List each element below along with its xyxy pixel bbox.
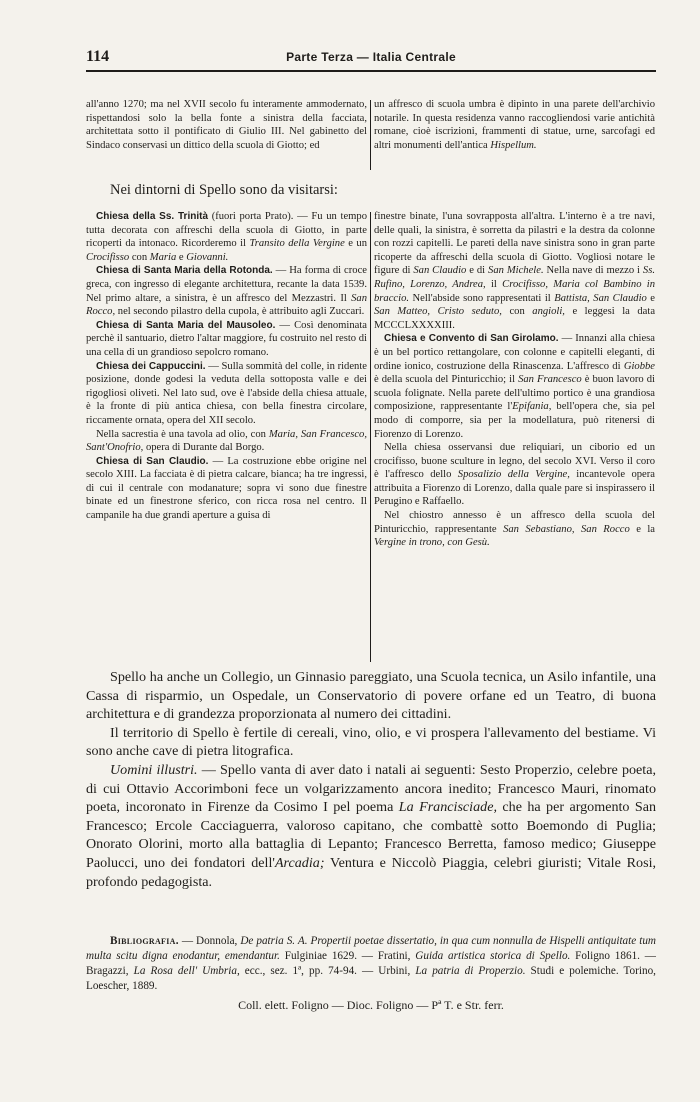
paragraph-san-claudio-continued: finestre binate, l'una sovrapposta all'altra. L'interno è a tre navi, delle quali, la sinistra, è sorretta da pilastri e la destra da colonne con rozzi capitelli. Le pareti della nave sinistra sono in gran parte ricoperte da affreschi della scuola di Giotto. Vogliosi notare le figure di San Claudio e di San Michele. Nella nave di mezzo i Ss. Rufino, Lorenzo, Andrea, il Crocifisso, Maria col Bambino in braccio. Nell'abside sono rappresentati il Battista, San Claudio e San Matteo, Cristo seduto, con angioli, e leggesi la data MCCCLXXXXIII.: [374, 211, 656, 331]
top-right-column: [374, 98, 655, 170]
paragraph-mausoleo: Chiesa di Santa Maria del Mausoleo. — Così denominata perchè il santuario, dietro l'altar maggiore, fu costruito nel resto di una cella di un grandioso sepolcro romano.: [86, 319, 367, 358]
top-two-columns: [86, 98, 656, 170]
paragraph-trinita: Chiesa della Ss. Trinità (fuori porta Prato). — Fu un tempo tutta decorata con affreschi della scuola di Giotto, in parte ricoperti da intonaco. Ricorderemo il Transito della Vergine e un Crocifisso con Maria e Giovanni.: [86, 211, 367, 263]
footer-note: Coll. elett. Foligno — Dioc. Foligno — Pª T. e Str. ferr.: [238, 998, 504, 1012]
page-header: [86, 46, 656, 72]
column-divider: [370, 212, 371, 662]
section-heading: Nei dintorni di Spello sono da visitarsi:: [110, 182, 338, 198]
top-left-text: all'anno 1270; ma nel XVII secolo fu interamente ammodernato, rispettandosi solo la bella fonte a sinistra della facciata, architettata sotto il pontificato di Giulio III. Nel gabinetto del Sindaco conservasi un dittico della scuola di Giotto; ed: [86, 99, 367, 151]
paragraph-cappuccini: Chiesa dei Cappuccini. — Sulla sommità del colle, in ridente posizione, donde godesi la veduta della sottoposta valle e dei rigogliosi oliveti. Nel lato sud, ove è l'abside della chiesa attuale, è la fronte di più antica chiesa, con bella finestra circolare, riccamente ornata, opera del XII secolo.: [86, 360, 367, 426]
top-left-column: [86, 98, 367, 170]
top-right-text: un affresco di scuola umbra è dipinto in una parete dell'archivio notarile. In questa residenza vanno raccogliendosi varie antichità romane, cioè iscrizioni, frammenti di statue, urne, sarcofagi ed altri monumenti dell'antica Hispellum.: [374, 99, 655, 151]
paragraph-sacrestia: Nella sacrestia è una tavola ad olio, con Maria, San Francesco, Sant'Onofrio, opera di Durante dal Borgo.: [86, 428, 367, 454]
right-column: [374, 210, 655, 662]
paragraph-istituzioni: Spello ha anche un Collegio, un Ginnasio pareggiato, una Scuola tecnica, un Asilo infantile, una Cassa di risparmio, un Ospedale, un Conservatorio di povere orfane ed un Teatro, di buona architettura e di grandezza proporzionata al numero dei cittadini.: [86, 669, 656, 723]
paragraph-chiostro: Nel chiostro annesso è un affresco della scuola del Pinturicchio, rappresentante San Sebastiano, San Rocco e la Vergine in trono, con Gesù.: [374, 510, 655, 549]
paragraph-reliquiari: Nella chiesa osservansi due reliquiari, un ciborio ed un crocifisso, buone sculture in legno, del secolo XVI. Verso il coro è l'affresco dello Sposalizio della Vergine, incantevole opera attribuita a Fiorenzo di Lorenzo, dalla quale pare si inspirassero il Perugino e Raffaello.: [374, 442, 655, 508]
paragraph-san-girolamo: Chiesa e Convento di San Girolamo. — Innanzi alla chiesa è un bel portico rettangolare, con colonne e capitelli eleganti, di ordine ionico, costruzione della Rinascenza. L'affresco di Giobbe è della scuola del Pinturicchio; il San Francesco è buon lavoro di scuola folignate. Nella parete dell'ultimo portico è una grandiosa composizione, rappresentante l'Epifania, bell'opera che, sia pel modo di comporre, sia per la modellatura, può ritenersi di Fiorenzo di Lorenzo.: [374, 333, 655, 440]
paragraph-san-claudio: Chiesa di San Claudio. — La costruzione ebbe origine nel secolo XIII. La facciata è di pietra calcare, bianca; ha tre ingressi, di cui il centrale con modanature; sopra vi sono due finestre binate ed un finestrone sferico, con ricca rosa nel centro. Il campanile ha due grandi aperture a guisa di: [86, 455, 367, 522]
main-two-columns: [86, 210, 656, 662]
left-column: [86, 210, 367, 662]
paragraph-uomini-illustri: Uomini illustri. — Spello vanta di aver dato i natali ai seguenti: Sesto Properzio, celebre poeta, di cui Ottavio Accorimboni fece un volgarizzamento ancora inedito; Francesco Mauri, rinomato poeta, incoronato in Firenze da Cosimo I pel poema La Francisciade, che ha per argomento San Francesco; Ercole Cacciaguerra, valoroso capitano, che combattè sotto Boemondo di Puglia; Onorato Olorini, morto alla battaglia di Lepanto; Francesco Berretta, famoso medico; Giuseppe Paolucci, uno dei fondatori dell'Arcadia; Ventura e Niccolò Piaggia, celebri giuristi; Vitale Rosi, profondo pedagogista.: [86, 761, 657, 890]
body-text: [86, 668, 656, 891]
running-title: Parte Terza — Italia Centrale: [286, 50, 456, 64]
column-divider: [370, 100, 371, 170]
page-number: 114: [86, 48, 110, 65]
paragraph-territorio: Il territorio di Spello è fertile di cereali, vino, olio, e vi prospera l'allevamento del bestiame. Vi sono anche cave di pietra litografica.: [86, 724, 656, 760]
bibliography-text: Bibliografia. — Donnola, De patria S. A. Propertii poetae dissertatio, in qua cum nonnulla de Hispelli antiquitate tum multa scitu digna enodantur, emendantur. Fulginiae 1629. — Fratini, Guida artistica storica di Spello. Foligno 1861. — Bragazzi, La Rosa dell' Umbria, ecc., sez. 1ª, pp. 74-94. — Urbini, La patria di Properzio. Studi e polemiche. Torino, Loescher, 1889.: [86, 935, 656, 992]
bibliography: [86, 934, 656, 994]
paragraph-rotonda: Chiesa di Santa Maria della Rotonda. — Ha forma di croce greca, con ingresso di elegante architettura, recante la data 1539. Nel primo altare, a sinistra, è un affresco del Mezzastri. Il San Rocco, nel secondo pilastro della cupola, è attribuito agli Zuccari.: [86, 265, 367, 318]
